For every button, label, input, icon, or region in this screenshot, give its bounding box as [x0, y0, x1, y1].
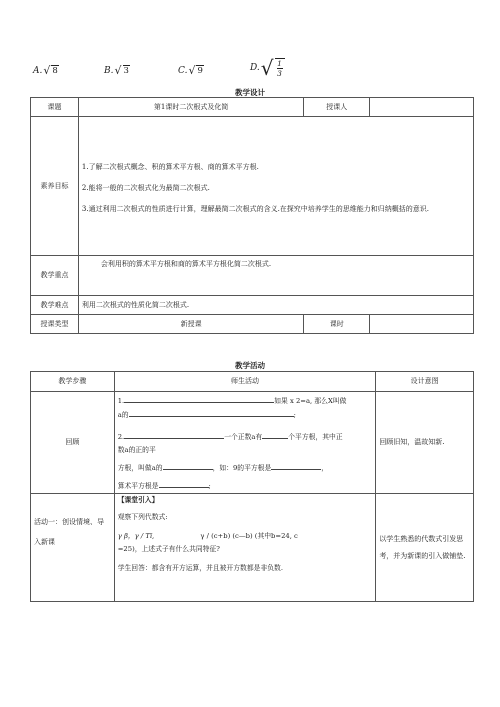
- answer-blank: [271, 461, 321, 470]
- act1-exprs: [118, 530, 373, 543]
- difficulty-label: 教学难点: [31, 296, 79, 315]
- review-intent: 回顾旧知，温故知新.: [376, 392, 474, 494]
- review-q2-text-6: ，: [321, 464, 329, 472]
- hours-value: [370, 315, 474, 334]
- act1-tag: 【课堂引入】: [117, 496, 159, 504]
- review-q2-text: 一个正数a有: [224, 433, 263, 441]
- goals-label: 素养目标: [31, 117, 79, 256]
- answer-blank: [129, 408, 294, 417]
- design-heading: 教学设计: [235, 88, 265, 97]
- review-q2-number: 2.: [117, 433, 125, 441]
- radical-sign-icon: √: [114, 64, 122, 77]
- review-q1-text: 如果 x 2=a, 那么X叫做: [274, 397, 347, 405]
- answer-blank: [163, 461, 213, 470]
- review-q1-text-2: a的: [117, 411, 129, 419]
- fraction-denominator: 3: [277, 69, 282, 78]
- activity-table: [30, 371, 474, 602]
- option-b-radicand: 3: [123, 66, 129, 76]
- option-c-letter: C.: [178, 65, 188, 76]
- review-q2-text-5: ，如：9的平方根是: [212, 464, 272, 472]
- review-q2: [118, 430, 373, 444]
- review-q1-end: ;: [293, 411, 296, 419]
- review-q1-number: 1.: [117, 397, 125, 405]
- review-q1-cont: [118, 408, 373, 422]
- col-intent: 设计意图: [376, 372, 474, 392]
- option-d: [250, 56, 285, 80]
- review-q2-line3: [118, 461, 373, 475]
- col-activity: 师生活动: [114, 372, 376, 392]
- radical-sign-icon: √: [260, 56, 274, 80]
- type-label: 授课类型: [31, 315, 79, 334]
- act1-expr2: γ / (c+b) (c—b) (其中b=24, c: [200, 532, 298, 540]
- difficulty-value: 利用二次根式的性质化简二次根式.: [78, 296, 473, 315]
- act1-intent: 以学生熟悉的代数式引发思考，并为新课的引入做铺垫.: [376, 494, 474, 602]
- goal-2: 2.能将一般的二次根式化为最简二次根式.: [81, 183, 210, 192]
- review-q2-text-2: 个平方根，其中正: [288, 433, 343, 441]
- option-a: [33, 64, 59, 77]
- act1-line1: 观察下列代数式:: [117, 513, 168, 521]
- radical-sign-icon: √: [188, 64, 196, 77]
- goal-1: 1.了解二次根式概念、积的算术平方根、商的算术平方根.: [81, 162, 259, 171]
- option-a-radicand: 8: [52, 66, 58, 76]
- goal-3: 3.通过利用二次根式的性质进行计算，理解最简二次根式的含义.在探究中培养学生的思维能力和归纳概括的意识.: [81, 204, 430, 213]
- review-q1: [118, 394, 373, 408]
- activity-heading: 教学活动: [235, 361, 265, 370]
- teacher-value: [370, 98, 474, 117]
- review-q2-line4: [118, 479, 373, 493]
- answer-blank: [124, 394, 274, 403]
- option-b: [104, 64, 130, 77]
- option-b-letter: B.: [104, 65, 114, 76]
- option-d-fraction: [275, 58, 285, 78]
- option-a-letter: A.: [33, 65, 43, 76]
- answer-blank: [124, 430, 224, 439]
- col-steps: 教学步骤: [31, 372, 115, 392]
- topic-label: 课题: [31, 98, 79, 117]
- review-q2-text-7: 算术平方根是: [117, 482, 159, 490]
- radical-sign-icon: √: [43, 64, 51, 77]
- review-label: 回顾: [31, 392, 115, 494]
- answer-blank: [159, 479, 209, 488]
- topic-value: 第1课时二次根式及化简: [78, 98, 303, 117]
- hours-label: 课时: [304, 315, 370, 334]
- act1-expr1: γ β，γ / Tī,: [117, 532, 155, 540]
- key-label: 教学重点: [31, 256, 79, 296]
- review-cell: [114, 392, 376, 494]
- answer-blank: [262, 430, 288, 439]
- act1-label: 活动一：创设情境、导入新课: [31, 494, 115, 602]
- key-value: 会利用积的算术平方根和商的算术平方根化简二次根式.: [78, 256, 473, 296]
- review-q2-end: ;: [208, 482, 211, 490]
- fraction-numerator: 1: [277, 59, 282, 68]
- option-c: [178, 64, 204, 77]
- teacher-label: 授课人: [304, 98, 370, 117]
- goals-cell: [78, 117, 473, 256]
- option-c-radicand: 9: [197, 66, 203, 76]
- act1-line4: 学生回答：都含有开方运算，并且被开方数都是非负数.: [117, 564, 284, 572]
- design-table: [30, 97, 474, 334]
- option-d-letter: D.: [250, 63, 260, 73]
- review-q2-cont: [118, 444, 373, 457]
- review-q2-text-4: 方根，叫做a的: [117, 464, 163, 472]
- act1-line3: =25)，上述式子有什么共同特征?: [117, 545, 220, 553]
- act1-cell: [114, 494, 376, 602]
- review-q2-text-3: 数a的正的平: [117, 446, 156, 454]
- type-value: 新授课: [78, 315, 303, 334]
